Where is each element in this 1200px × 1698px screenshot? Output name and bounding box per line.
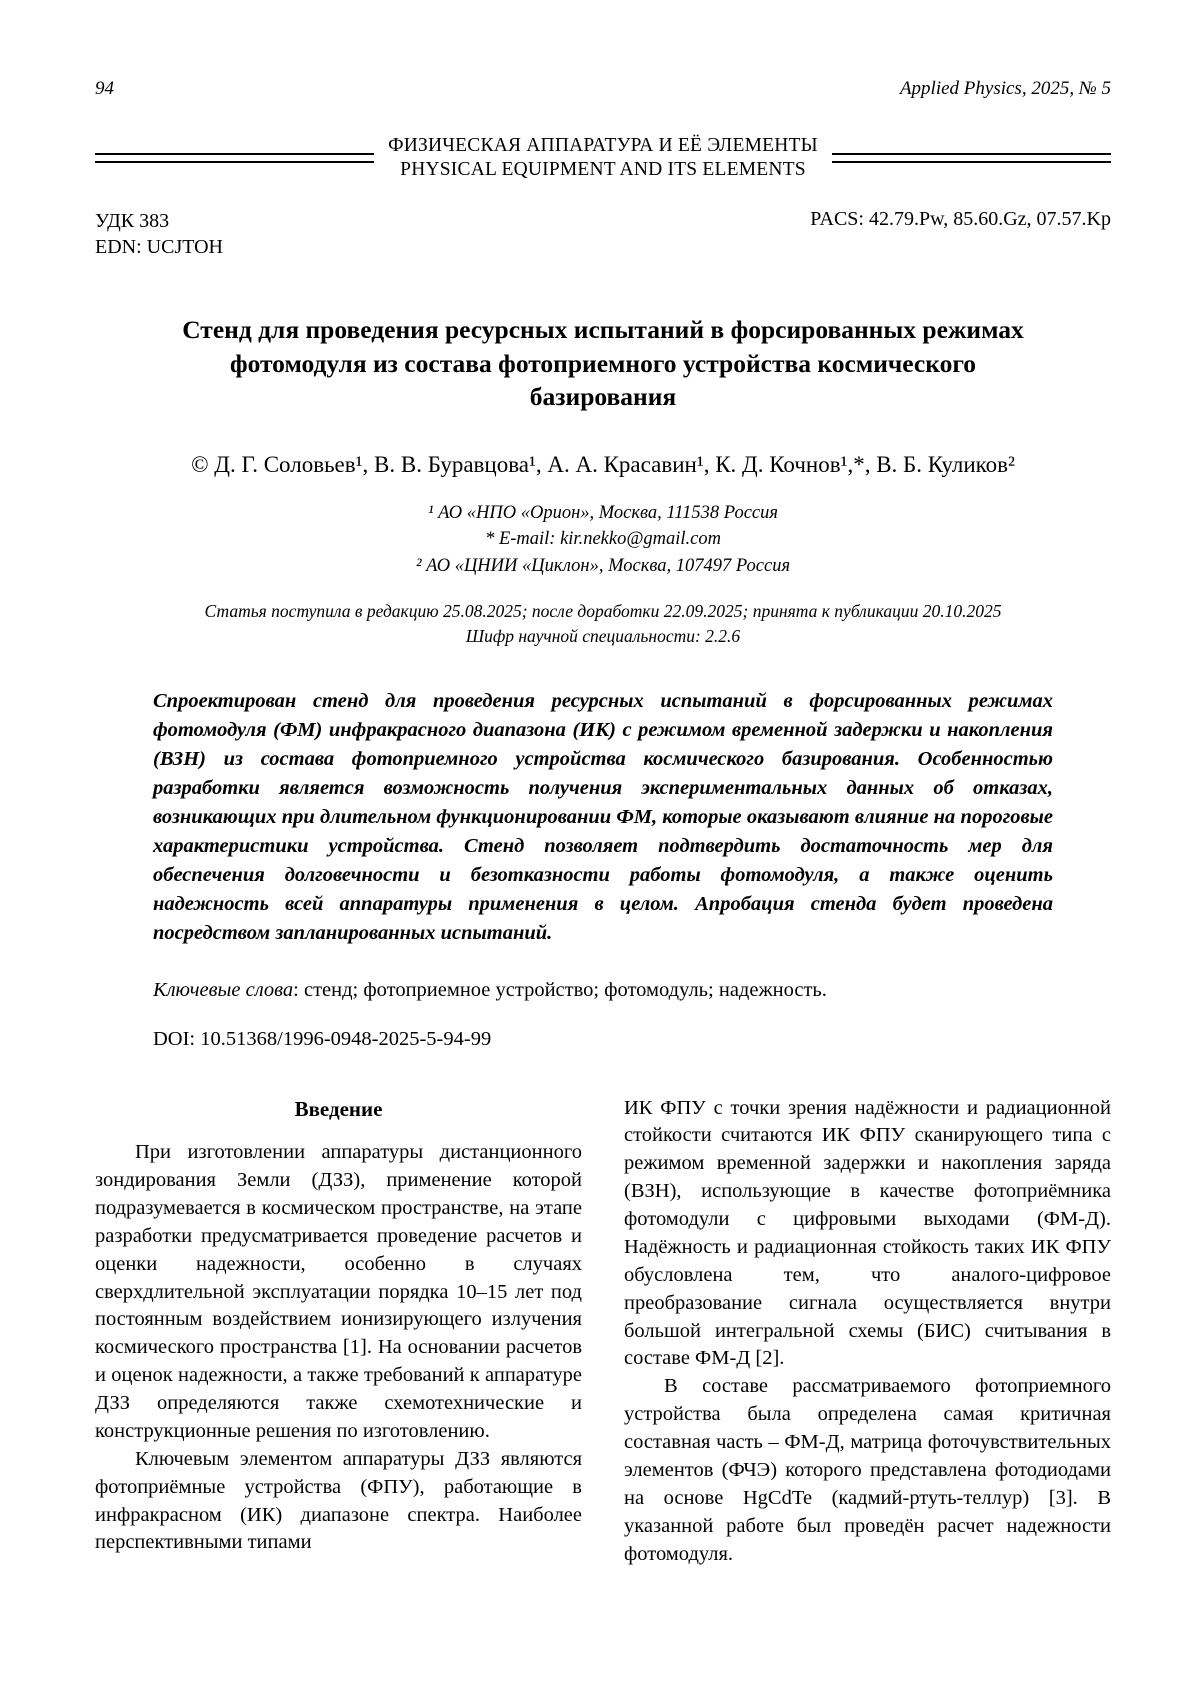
author-list bbox=[95, 452, 1111, 478]
keywords-label: Ключевые слова bbox=[153, 978, 294, 1001]
specialty-code: Шифр научной специальности: 2.2.6 bbox=[465, 625, 741, 646]
paragraph: При изготовлении аппаратуры дистанционного зондирования Земли (ДЗЗ), применение которой подразумевается в космическом пространстве, на этапе разработки предусматривается проведение расчетов и оценки надежности, особенно в случаях сверхдлительной эксплуатации порядка 10–15 лет под постоянным воздействием ионизирующего излучения космического пространства [1]. На основании расчетов и оценок надежности, а также требований к аппаратуре ДЗЗ определяются также схемотехнические и конструкционные решения по изготовлению. bbox=[95, 1141, 582, 1442]
column-right bbox=[624, 1095, 1111, 1569]
paragraph: Ключевым элементом аппаратуры ДЗЗ являются фотоприёмные устройства (ФПУ), работающие в инфракрасном (ИК) диапазоне спектра. Наиболее перспективными типами bbox=[95, 1447, 582, 1554]
article-history bbox=[95, 599, 1111, 649]
abstract: Спроектирован стенд для проведения ресурсных испытаний в форсированных режимах фотомодуля (ФМ) инфракрасного диапазона (ИК) с режимом временной задержки и накопления (ВЗН) из состава фотоприемного устройства космического базирования. Особенностью разработки является возможность получения экспериментальных данных об отказах, возникающих при длительном функционировании ФМ, которые оказывают влияние на пороговые характеристики устройства. Стенд позволяет подтвердить достаточность мер для обеспечения долговечности и безотказности работы фотомодуля, а также оценить надежность всей аппаратуры применения в целом. Апробация стенда будет проведена посредством запланированных испытаний. bbox=[153, 689, 1053, 945]
copyright-symbol: © bbox=[191, 452, 209, 478]
running-head bbox=[95, 78, 1111, 100]
section-title-en: PHYSICAL EQUIPMENT AND ITS ELEMENTS bbox=[400, 158, 806, 180]
doi: DOI: 10.51368/1996-0948-2025-5-94-99 bbox=[153, 1027, 492, 1050]
authors-names: Д. Г. Соловьев¹, В. В. Буравцова¹, А. А. Красавин¹, К. Д. Кочнов¹,*, В. Б. Куликов² bbox=[214, 452, 1015, 478]
classification-codes bbox=[95, 208, 1111, 262]
section-header-rules bbox=[95, 134, 1111, 182]
paragraph: ИК ФПУ с точки зрения надёжности и радиационной стойкости считаются ИК ФПУ сканирующего типа с режимом временной задержки и накопления заряда (ВЗН), использующие в качестве фотоприёмника фотомодули с цифровыми выходами (ФМ-Д). Надёжность и радиационная стойкость таких ИК ФПУ обусловлена тем, что аналого-цифровое преобразование сигнала осуществляется внутри большой интегральной схемы (БИС) считывания в составе ФМ-Д [2]. bbox=[624, 1096, 1111, 1370]
codes-right bbox=[810, 208, 1111, 262]
article-title: Стенд для проведения ресурсных испытаний в форсированных режимах фотомодуля из состава фотоприемного устройства космического базирования bbox=[182, 315, 1024, 412]
rule-left bbox=[95, 153, 374, 163]
corresponding-email: * E-mail: kir.nekko@gmail.com bbox=[485, 529, 721, 550]
codes-left bbox=[95, 208, 223, 262]
udk-code: УДК 383 bbox=[95, 209, 170, 232]
keywords-value: : стенд; фотоприемное устройство; фотомодуль; надежность. bbox=[293, 978, 827, 1001]
page-content bbox=[95, 78, 1111, 1568]
rule-right bbox=[832, 153, 1111, 163]
page-number: 94 bbox=[95, 78, 114, 99]
section-header-text bbox=[388, 134, 818, 182]
section-header bbox=[95, 134, 1111, 182]
keywords bbox=[153, 979, 1053, 1002]
journal-reference: Applied Physics, 2025, № 5 bbox=[899, 78, 1111, 99]
paragraph: В составе рассматриваемого фотоприемного устройства была определена самая критичная составная часть – ФМ-Д, матрица фоточувствительных элементов (ФЧЭ) которого представлена фотодиодами на основе HgCdTe (кадмий-ртуть-теллур) [3]. В указанной работе был проведён расчет надежности фотомодуля. bbox=[624, 1375, 1111, 1565]
affiliation-1: ¹ АО «НПО «Орион», Москва, 111538 Россия bbox=[428, 503, 778, 524]
column-left bbox=[95, 1095, 582, 1569]
intro-heading: Введение bbox=[294, 1096, 383, 1121]
edn-code: EDN: UCJTOH bbox=[95, 236, 223, 259]
submission-dates: Статья поступила в редакцию 25.08.2025; после доработки 22.09.2025; принята к публикации 20.10.2025 bbox=[204, 600, 1002, 621]
affiliations bbox=[95, 500, 1111, 579]
affiliation-2: ² АО «ЦНИИ «Циклон», Москва, 107497 Россия bbox=[415, 555, 791, 576]
pacs-code: PACS: 42.79.Pw, 85.60.Gz, 07.57.Kp bbox=[810, 207, 1111, 230]
section-title-ru: ФИЗИЧЕСКАЯ АППАРАТУРА И ЕЁ ЭЛЕМЕНТЫ bbox=[388, 135, 818, 156]
body-columns bbox=[95, 1095, 1111, 1569]
